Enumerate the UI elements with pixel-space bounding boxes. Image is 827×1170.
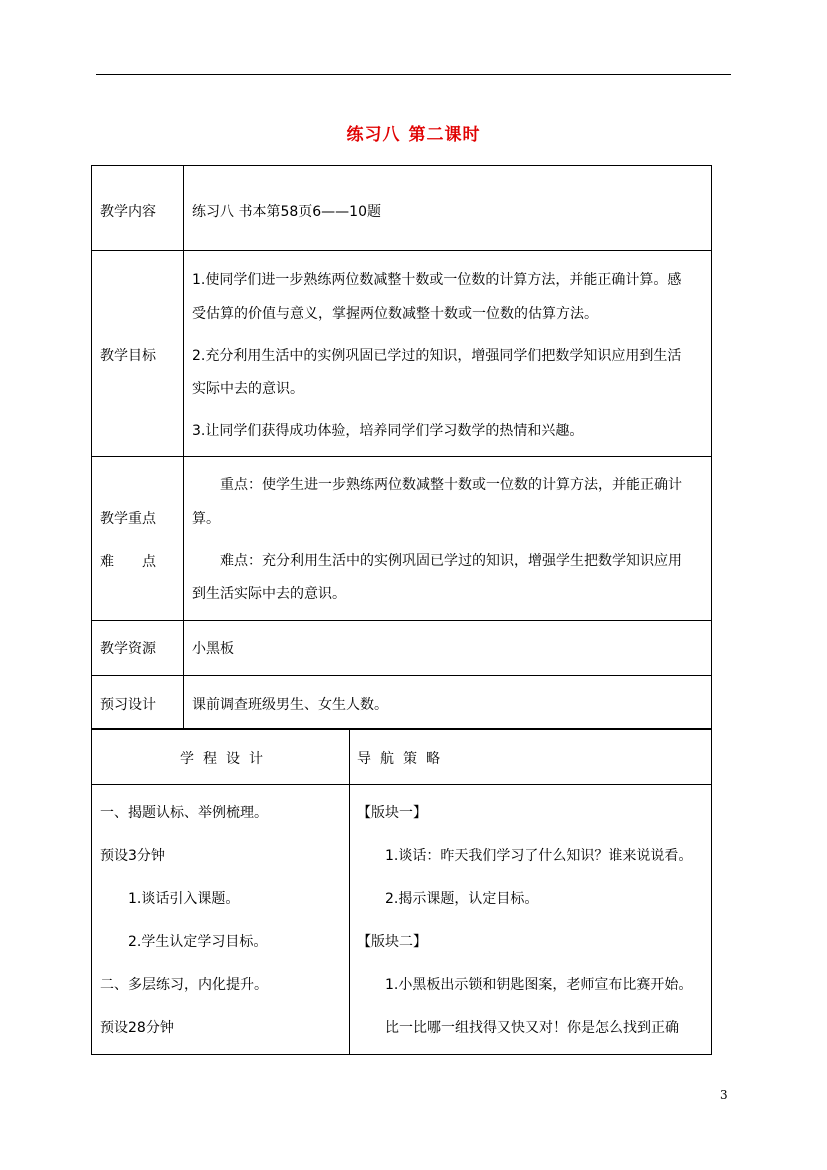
difficult-point-line: 难点：充分利用生活中的实例巩固已学过的知识，增强学生把数学知识应用 [220, 553, 682, 569]
row-key-points [92, 457, 711, 621]
strategy-line: 2.揭示课题，认定目标。 [385, 891, 539, 907]
objective-line: 受估算的价值与意义，掌握两位数减整十数或一位数的估算方法。 [192, 306, 598, 322]
value-cell [184, 166, 711, 250]
label-teaching-resources: 教学资源 [100, 641, 156, 657]
value-cell [184, 251, 711, 456]
learning-step: 二、多层练习，内化提升。 [100, 977, 268, 993]
label-key-points: 教学重点 [100, 511, 156, 527]
objective-line: 2.充分利用生活中的实例巩固已学过的知识，增强同学们把数学知识应用到生活 [192, 348, 682, 364]
preview-design-value: 课前调查班级男生、女生人数。 [192, 697, 388, 713]
page-title [0, 120, 827, 145]
header-navigation-strategy: 导航策略 [357, 751, 449, 767]
strategy-line: 1.小黑板出示锁和钥匙图案，老师宣布比赛开始。 [385, 977, 693, 993]
label-cell [92, 251, 184, 456]
strategy-line: 【版块一】 [357, 805, 427, 821]
learning-step: 预设3分钟 [100, 848, 165, 864]
label-cell [92, 676, 184, 730]
row-teaching-resources [92, 621, 711, 676]
lesson-info-table [91, 165, 712, 729]
objective-line: 实际中去的意识。 [192, 381, 304, 397]
row-preview-design [92, 676, 711, 730]
key-point-line: 重点：使学生进一步熟练两位数减整十数或一位数的计算方法，并能正确计 [220, 477, 682, 493]
label-teaching-content: 教学内容 [100, 204, 156, 220]
row-teaching-content [92, 166, 711, 251]
label-cell [92, 457, 184, 620]
objective-line: 1.使同学们进一步熟练两位数减整十数或一位数的计算方法，并能正确计算。感 [192, 272, 682, 288]
title-part2: 第二课时 [408, 125, 481, 145]
page-number: 3 [720, 1088, 728, 1102]
plan-header-row [92, 730, 711, 785]
value-cell [184, 621, 711, 675]
label-cell [92, 166, 184, 250]
value-cell [184, 457, 711, 620]
strategy-line: 比一比哪一组找得又快又对！你是怎么找到正确 [385, 1020, 679, 1036]
value-cell [184, 676, 711, 730]
learning-step: 一、揭题认标、举例梳理。 [100, 805, 268, 821]
teaching-content-value: 练习八 书本第58页6——10题 [192, 204, 381, 220]
label-preview-design: 预习设计 [100, 697, 156, 713]
objective-line: 3.让同学们获得成功体验，培养同学们学习数学的热情和兴趣。 [192, 423, 584, 439]
title-part1: 练习八 [346, 125, 401, 145]
label-difficult-points: 难 点 [100, 554, 156, 570]
header-rule [96, 74, 731, 75]
header-learning-process: 学程设计 [180, 751, 272, 767]
learning-step: 2.学生认定学习目标。 [128, 934, 268, 950]
teaching-resources-value: 小黑板 [192, 641, 234, 657]
strategy-line: 1.谈话：昨天我们学习了什么知识？谁来说说看。 [385, 848, 693, 864]
row-teaching-objectives [92, 251, 711, 457]
strategy-line: 【版块二】 [357, 934, 427, 950]
learning-step: 预设28分钟 [100, 1020, 174, 1036]
label-teaching-objectives: 教学目标 [100, 348, 156, 364]
key-point-line: 算。 [192, 511, 220, 527]
learning-step: 1.谈话引入课题。 [128, 891, 240, 907]
lesson-plan-table [91, 729, 712, 1055]
label-cell [92, 621, 184, 675]
difficult-point-line: 到生活实际中去的意识。 [192, 586, 346, 602]
